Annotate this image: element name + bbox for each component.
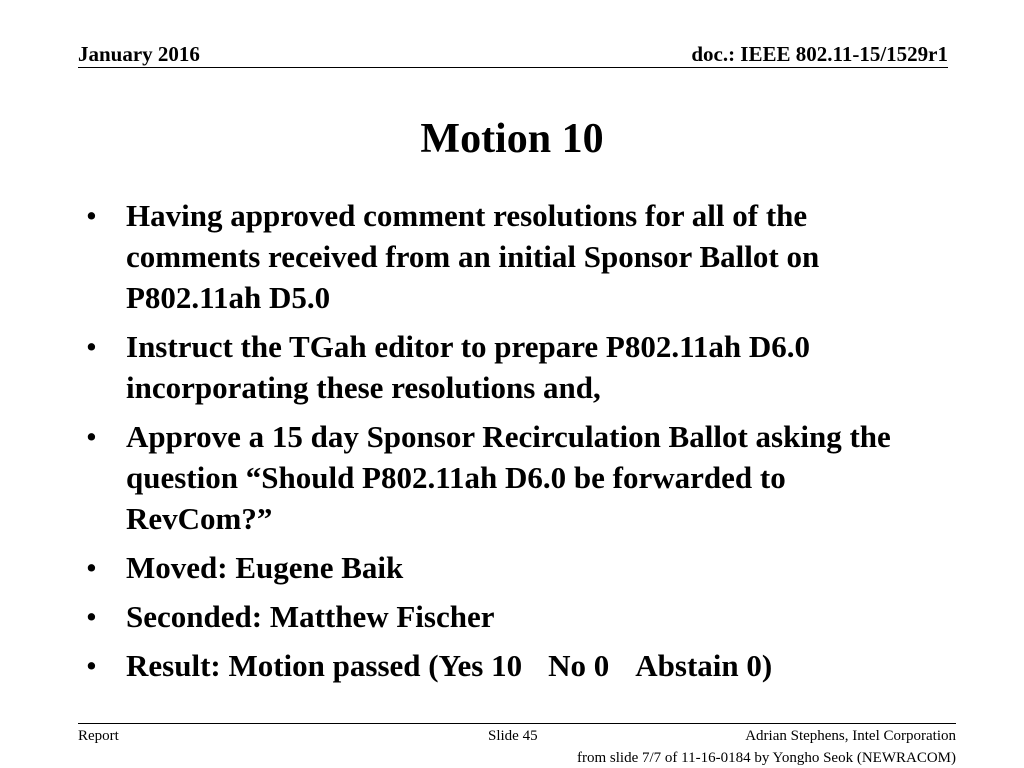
- bullet-icon: •: [86, 648, 97, 683]
- result-no: No 0: [548, 648, 610, 683]
- bullet-list: [78, 195, 938, 694]
- footer-divider: [78, 723, 956, 724]
- bullet-icon: •: [86, 550, 97, 585]
- bullet-text: Approve a 15 day Sponsor Recirculation Ballot asking the question “Should P802.11ah D6.0 be forwarded to RevCom?”: [126, 419, 891, 536]
- bullet-item-instruct-editor: [78, 326, 938, 408]
- bullet-text: Having approved comment resolutions for all of the comments received from an initial Sponsor Ballot on P802.11ah D5.0: [126, 198, 820, 315]
- bullet-text: Moved: Eugene Baik: [126, 550, 404, 585]
- header-date: January 2016: [78, 42, 200, 66]
- bullet-item-seconded: [78, 596, 938, 637]
- footer-report-label: Report: [78, 728, 119, 744]
- bullet-item-approved-resolutions: [78, 195, 938, 318]
- result-prefix: Result: Motion passed (Yes 10: [126, 648, 523, 683]
- header-doc-id: doc.: IEEE 802.11-15/1529r1: [691, 42, 948, 66]
- footer-author: Adrian Stephens, Intel Corporation: [745, 728, 956, 744]
- bullet-icon: •: [86, 419, 97, 454]
- bullet-item-moved: [78, 547, 938, 588]
- bullet-item-result: [78, 645, 938, 686]
- bullet-icon: •: [86, 329, 97, 364]
- bullet-text: Seconded: Matthew Fischer: [126, 599, 495, 634]
- header-divider: [78, 67, 948, 68]
- bullet-icon: •: [86, 198, 97, 233]
- slide-title: Motion 10: [420, 116, 604, 162]
- bullet-item-approve-ballot: [78, 416, 938, 539]
- footer-source-note: from slide 7/7 of 11-16-0184 by Yongho Seok (NEWRACOM): [576, 750, 956, 766]
- result-abstain: Abstain 0): [635, 648, 773, 683]
- footer-slide-number: Slide 45: [488, 728, 538, 744]
- bullet-icon: •: [86, 599, 97, 634]
- bullet-text: Instruct the TGah editor to prepare P802.11ah D6.0 incorporating these resolutions and,: [126, 329, 811, 405]
